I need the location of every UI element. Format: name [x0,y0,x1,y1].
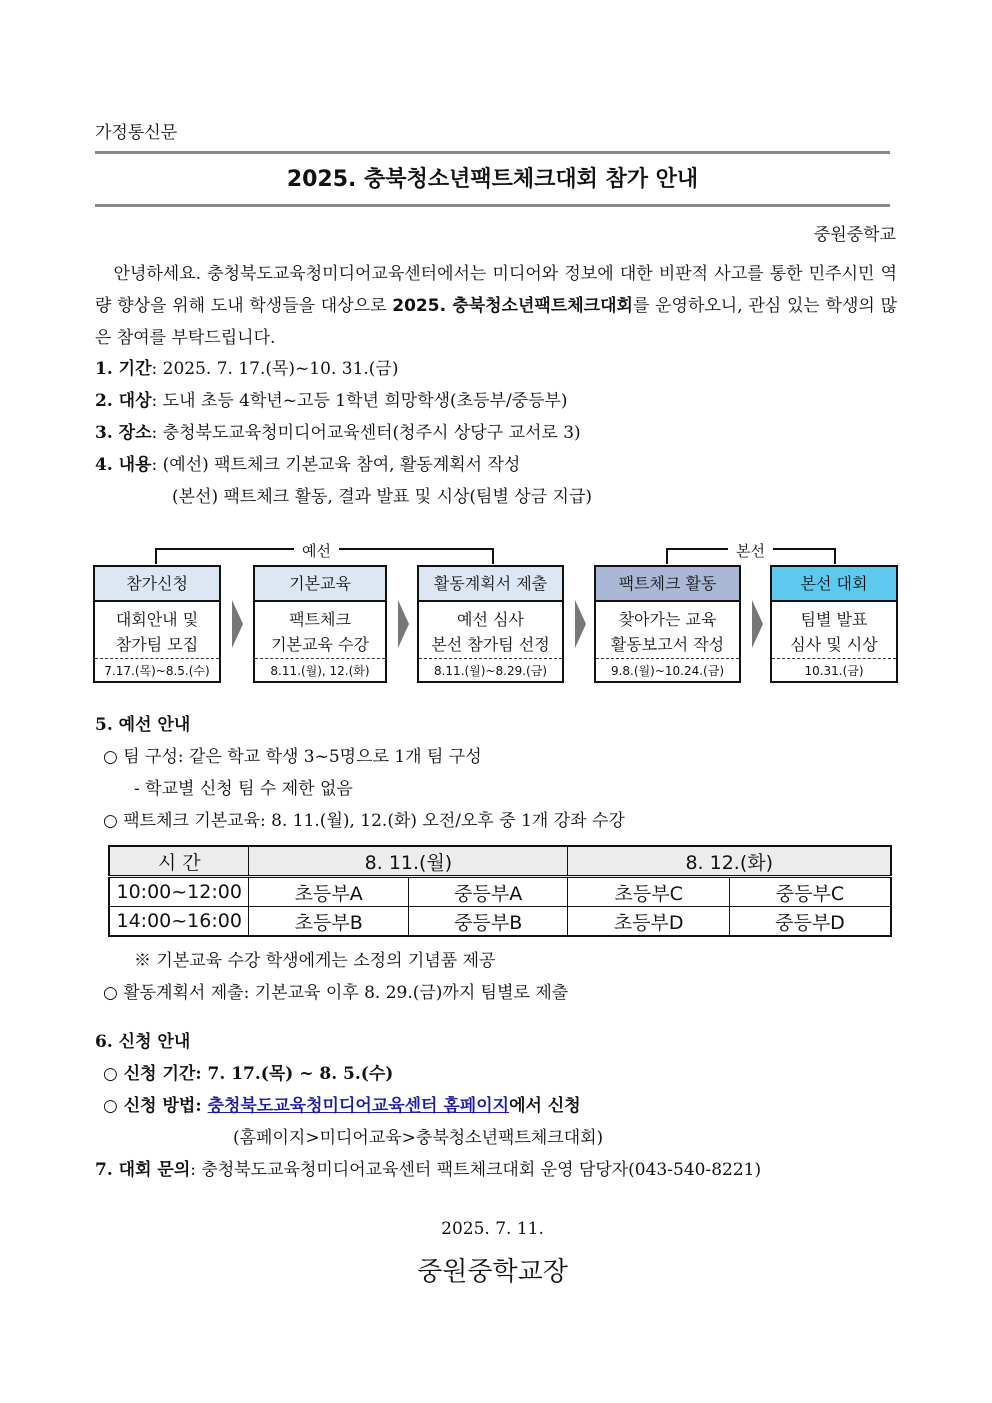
flow-step [253,565,387,683]
table-cell: 중등부C [729,877,891,907]
table-header-time: 시 간 [109,846,249,877]
flow-step-body: 찾아가는 교육 활동보고서 작성 [596,602,739,659]
flow-arrow-icon [398,600,409,648]
flow-step-date: 10.31.(금) [804,664,864,678]
flow-step-body: 예선 심사 본선 참가팀 선정 [419,602,562,659]
flow-arrow-icon [575,600,586,648]
table-cell: 중등부B [408,907,568,937]
education-schedule-table [108,845,892,937]
flow-step-date: 7.17.(목)~8.5.(수) [104,664,210,678]
section6-heading: 6. 신청 안내 [95,1032,191,1052]
table-cell: 중등부A [408,877,568,907]
application-method: ○ 신청 방법: 충청북도교육청미디어교육센터 홈페이지에서 신청 [103,1096,581,1116]
application-period: ○ 신청 기간: 7. 17.(목) ~ 8. 5.(수) [103,1064,394,1084]
table-header-day2: 8. 12.(화) [568,846,891,877]
item-period: 1. 기간: 2025. 7. 17.(목)~10. 31.(금) [95,359,399,379]
final-label: 본선 [728,540,773,561]
flow-arrow-icon [752,600,763,648]
item-place: 3. 장소: 충청북도교육청미디어교육센터(청주시 상당구 교서로 3) [95,423,581,443]
table-cell: 중등부D [729,907,891,937]
table-header-row [109,846,891,877]
title-rule-top [95,151,890,154]
table-cell: 초등부B [249,907,409,937]
flow-step-body: 대회안내 및 참가팀 모집 [95,602,219,659]
plan-submission: ○ 활동계획서 제출: 기본교육 이후 8. 29.(금)까지 팀별로 제출 [103,983,569,1003]
table-row [109,907,891,937]
flow-step-body: 팩트체크 기본교육 수강 [255,602,385,659]
intro-paragraph: 안녕하세요. 충청북도교육청미디어교육센터에서는 미디어와 정보에 대한 비판적 사고를 통한 민주시민 역량 향상을 위해 도내 학생들을 대상으로 2025. 충북청소년팩트체크대회를 운영하오니, 관심 있는 학생의 많은 참여를 부탁드립니다. [95,264,897,348]
flow-step [770,565,898,683]
flow-arrow-icon [232,600,243,648]
issue-date: 2025. 7. 11. [441,1219,544,1239]
document-kicker: 가정통신문 [95,123,178,143]
item-target: 2. 대상: 도내 초등 4학년~고등 1학년 희망학생(초등부/중등부) [95,391,568,411]
table-cell: 초등부D [568,907,730,937]
flow-step-date: 9.8.(월)~10.24.(금) [610,664,725,678]
item-content: 4. 내용: (예선) 팩트체크 기본교육 참여, 활동계획서 작성 [95,455,521,475]
title-rule-bottom [95,204,890,207]
media-center-homepage-link[interactable]: 충청북도교육청미디어교육센터 홈페이지 [207,1096,510,1116]
principal-signature: 중원중학교장 [417,1257,568,1287]
team-note: - 학교별 신청 팀 수 제한 없음 [134,779,353,799]
contest-inquiry: 7. 대회 문의: 충청북도교육청미디어교육센터 팩트체크대회 운영 담당자(043-540-8221) [95,1160,762,1180]
school-name: 중원중학교 [813,225,896,245]
flow-step-title: 활동계획서 제출 [419,567,562,602]
flow-step-title: 기본교육 [255,567,385,602]
flow-step-title: 참가신청 [95,567,219,602]
table-cell: 초등부A [249,877,409,907]
flow-step [594,565,741,683]
homepage-path: (홈페이지>미디어교육>충북청소년팩트체크대회) [233,1128,604,1148]
flow-step-date: 8.11.(월), 12.(화) [270,664,370,678]
team-composition: ○ 팀 구성: 같은 학교 학생 3~5명으로 1개 팀 구성 [103,747,482,767]
table-row [109,877,891,907]
gift-note: ※ 기본교육 수강 학생에게는 소정의 기념품 제공 [134,951,496,971]
flow-step [93,565,221,683]
flow-step-date: 8.11.(월)~8.29.(금) [433,664,548,678]
flow-step-body: 팀별 발표 심사 및 시상 [772,602,896,659]
flow-step-title: 팩트체크 활동 [596,567,739,602]
flow-step [417,565,564,683]
section5-heading: 5. 예선 안내 [95,715,191,735]
flow-step-title: 본선 대회 [772,567,896,602]
prelim-label: 예선 [294,540,339,561]
item-content-final: (본선) 팩트체크 활동, 결과 발표 및 시상(팀별 상금 지급) [172,487,593,507]
table-cell: 10:00~12:00 [109,877,249,907]
table-header-day1: 8. 11.(월) [249,846,568,877]
table-cell: 14:00~16:00 [109,907,249,937]
basic-education: ○ 팩트체크 기본교육: 8. 11.(월), 12.(화) 오전/오후 중 1개 강좌 수강 [103,811,625,831]
table-cell: 초등부C [568,877,730,907]
page-title: 2025. 충북청소년팩트체크대회 참가 안내 [286,167,699,192]
